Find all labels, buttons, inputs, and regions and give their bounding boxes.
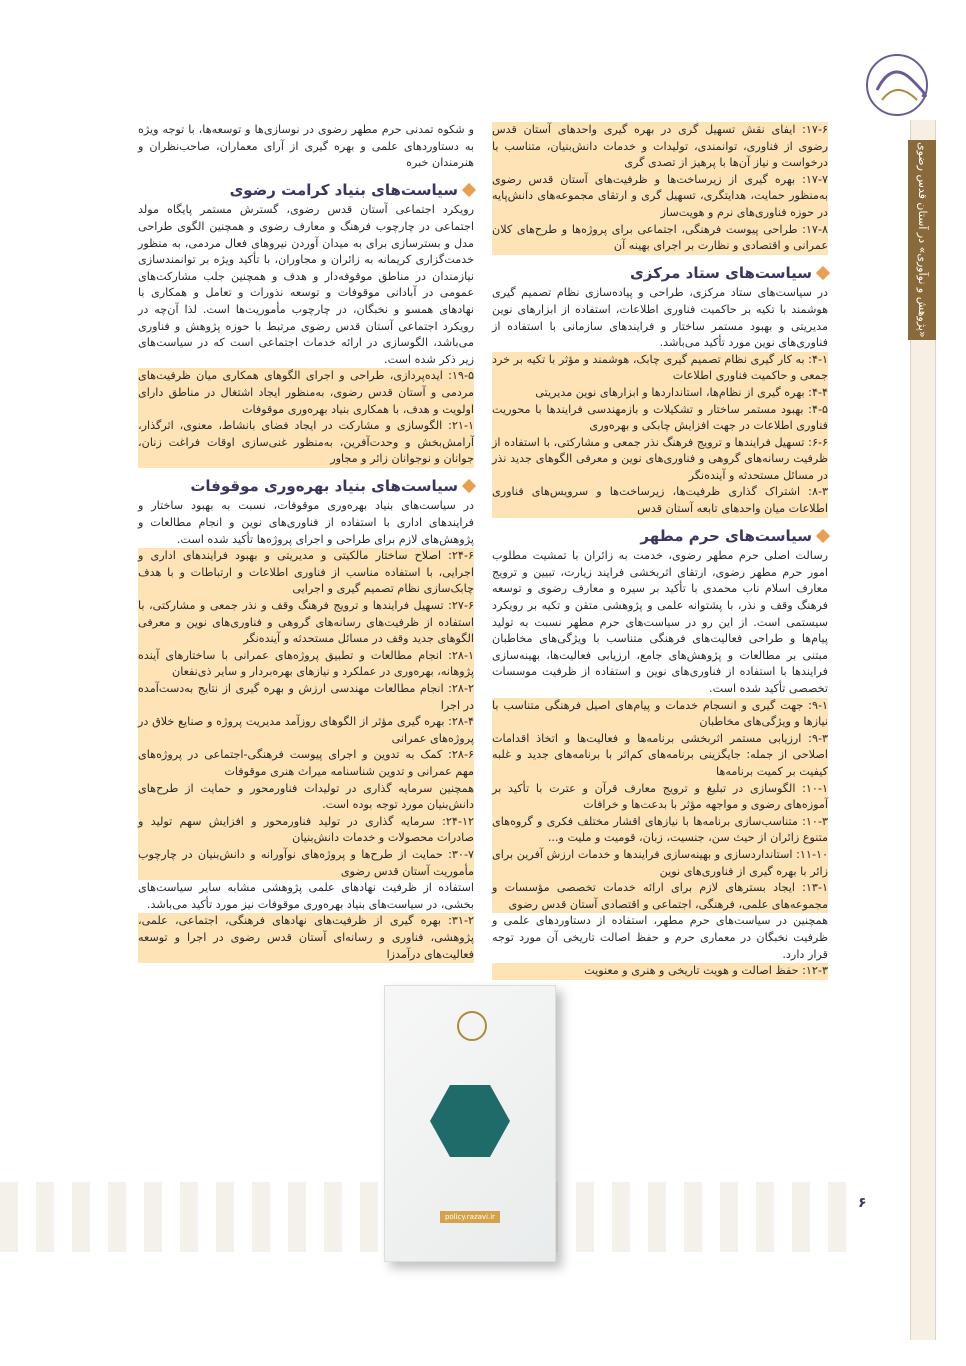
diamond-bullet-icon: [462, 183, 476, 197]
page-number: ۶: [858, 1195, 867, 1211]
list-item: ۶-۶: تسهیل فرایندها و ترویج فرهنگ نذر جمعی و مشارکتی، با استفاده از ظرفیت رسانه‌های گروهی و فناوری‌های نوین و معرفی الگوهای جدید نذر در مسائل مستحدثه و آینده‌نگر: [492, 435, 828, 485]
list-item: ۱۷-۷: بهره گیری از زیرساخت‌ها و ظرفیت‌های آستان قدس رضوی به‌منظور حمایت، هدایتگری، تسهیل گری و ارتقای مجموعه‌های دانش‌پایه در حوزه فناوری‌های نرم و هویت‌ساز: [492, 172, 828, 222]
diamond-bullet-icon: [816, 529, 830, 543]
crest-icon: [457, 1011, 487, 1041]
paragraph: همچنین در سیاست‌های حرم مطهر، استفاده از دستاوردهای علمی و ظرفیت نخبگان در معماری حرم و حفظ اصالت تاریخی آن مورد توجه قرار دارد.: [492, 914, 828, 961]
list-item: ۹-۳: ارزیابی مستمر اثربخشی برنامه‌ها و فعالیت‌ها و اتخاذ اقدامات اصلاحی از جمله: جایگزینی برنامه‌های کم‌اثر با برنامه‌های جدید و غلبه کیفیت بر کمیت برنامه‌ها: [492, 731, 828, 781]
list-item: ۱۲-۳: حفظ اصالت و هویت تاریخی و هنری و معنویت: [492, 963, 828, 980]
hexagon-emblem-icon: [430, 1081, 510, 1161]
list-item: ۱۰-۳: متناسب‌سازی برنامه‌ها با نیازهای اقشار مختلف فکری و گروه‌های متنوع زائران از حیث سن، جنسیت، زبان، قومیت و ملیت و...: [492, 814, 828, 847]
list-item: ۸-۳: اشتراک گذاری ظرفیت‌ها، زیرساخت‌ها و سرویس‌های فناوری اطلاعات میان واحدهای تابعه آستان قدس: [492, 484, 828, 517]
list-item: ۲۱-۱: الگوسازی و مشارکت در ایجاد فضای بانشاط، معنوی، اثرگذار، آرامش‌بخش و وحدت‌آفرین، به‌منظور غنی‌سازی اوقات فراغت زنان، جوانان و نوجوانان زائر و مجاور: [138, 418, 474, 468]
list-item: ۲۷-۶: تسهیل فرایندها و ترویج فرهنگ وقف و نذر جمعی و مشارکتی، با استفاده از ظرفیت‌های رسانه‌های گروهی و فناوری‌های نوین و معرفی الگوهای جدید وقف در مسائل مستحدثه و آینده‌نگر: [138, 598, 474, 648]
list-item: ۲۴-۶: اصلاح ساختار مالکیتی و مدیریتی و بهبود فرایندهای اداری و اجرایی، با استفاده مناسب از فناوری اطلاعات و ارتباطات و با هدف چابک‌سازی نظام تصمیم گیری و اجرایی: [138, 548, 474, 598]
list-item: ۳۱-۲: بهره گیری از ظرفیت‌های نهادهای فرهنگی، اجتماعی، علمی، پژوهشی، فناوری و رسانه‌ای آستان قدس رضوی در اجرا و توسعه فعالیت‌های درآمدزا: [138, 913, 474, 963]
sidebar-label: «پژوهش و نوآوری» در آستان قدس رضوی: [908, 140, 936, 340]
list-item: ۱۳-۱: ایجاد بسترهای لازم برای ارائه خدمات تخصصی مؤسسات و مجموعه‌های علمی، فرهنگی، اجتماعی و اقتصادی آستان قدس رضوی: [492, 880, 828, 913]
list-item: ۴-۴: بهره گیری از نظام‌ها، استانداردها و ابزارهای نوین مدیریتی: [492, 385, 828, 402]
list-item: ۲۴-۱۲: سرمایه گذاری در تولید فناورمحور و افزایش سهم تولید و صادرات محصولات و خدمات دانش‌بنیان: [138, 814, 474, 847]
left-column: [138, 122, 474, 963]
sidebar: [850, 0, 966, 1366]
list-item: ۴-۵: بهبود مستمر ساختار و تشکیلات و بازمهندسی فرایندها با محوریت فناوری اطلاعات در جهت افزایش چابکی و بهره‌وری: [492, 402, 828, 435]
list-item: ۲۸-۶: کمک به تدوین و اجرای پیوست فرهنگی-اجتماعی در پروژه‌های مهم عمرانی و تدوین شناسنامه میراث هنری موقوفات: [138, 747, 474, 780]
book-tag: policy.razavi.ir: [440, 1211, 500, 1223]
right-column: [492, 122, 828, 980]
list-item: ۱۱-۱۰: استانداردسازی و بهینه‌سازی فرایندها و خدمات ارزش آفرین برای زائر با بهره گیری از فناوری‌های نوین: [492, 847, 828, 880]
list-item: ۱۹-۵: ایده‌پردازی، طراحی و اجرای الگوهای همکاری میان ظرفیت‌های مردمی و آستان قدس رضوی، به‌منظور ایجاد اشتغال در مناطق دارای اولویت و هدف، با همکاری بنیاد بهره‌وری موقوفات: [138, 368, 474, 418]
list-item: ۱۰-۱: الگوسازی در تبلیغ و ترویج معارف قرآن و عترت با تأکید بر آموزه‌های رضوی و مواجهه مؤثر با بدعت‌ها و خرافات: [492, 781, 828, 814]
book-cover-image: [384, 985, 556, 1262]
paragraph: در سیاست‌های بنیاد بهره‌وری موقوفات، نسبت به بهبود ساختار و فرایندهای اداری با استفاده از فناوری‌های نوین و انجام مطالعات و پژوهش‌های لازم برای طراحی و اجرای پروژه‌ها تأکید شده است.: [138, 499, 474, 546]
list-item: ۱۷-۶: ایفای نقش تسهیل گری در بهره گیری واحدهای آستان قدس رضوی از فناوری، توانمندی، تولیدات و خدمات دانش‌بنیان، متناسب با درخواست و نیاز آن‌ها با پرهیز از تصدی گری: [492, 122, 828, 172]
paragraph: رسالت اصلی حرم مطهر رضوی، خدمت به زائران با تمشیت مطلوب امور حرم مطهر رضوی، ارتقای اثربخشی فرایند زیارت، تبیین و ترویج معارف اسلام ناب محمدی با تأکید بر سیره و معارف رضوی و توسعه فرهنگ وقف و نذر، با پشتوانه علمی و پژوهشی متقن و تکیه بر رویکرد سیستمی است. از این رو در سیاست‌های حرم مطهر نسبت به تولید پیام‌ها و طراحی فعالیت‌های فرهنگی متناسب با ویژگی‌های مخاطبان مبتنی بر مطالعات و پژوهش‌های جامع، ارزیابی فعالیت‌ها، بهینه‌سازی فرایندها با استفاده از فناوری‌های نوین و استفاده از ظرفیت موسسات تخصصی تأکید شده است.: [492, 549, 828, 695]
paragraph: رویکرد اجتماعی آستان قدس رضوی، گسترش مستمر پایگاه مولد اجتماعی در چارچوب فرهنگ و معارف رضوی و همچنین الگوی طراحی مدل و بسترسازی برای به میدان آوردن نیروهای فعال مردمی، به منظور خدمت‌گزاری کریمانه به زائران و مجاوران، با تأکید ویژه بر توانمندسازی نیازمندان در مناطق موقوفه‌دار و هدف و همچنین جلب مشارکت‌های عمومی در آبادانی موقوفات و توسعه نذورات و تعامل و همکاری با نهادهای همسو و نخبگان، در چارچوب مأموریت‌ها است. لذا آن‌چه در رویکرد اجتماعی آستان قدس رضوی مرتبط با حوزه پژوهش و فناوری می‌باشد، الگوسازی در ارائه خدمات اجتماعی است که در سیاست‌های زیر ذکر شده است.: [138, 203, 474, 366]
list-item: ۳۰-۷: حمایت از طرح‌ها و پروژه‌های نوآورانه و دانش‌بنیان در چارچوب مأموریت آستان قدس رضوی: [138, 847, 474, 880]
list-item: ۹-۱: جهت گیری و انسجام خدمات و پیام‌های اصیل فرهنگی متناسب با نیازها و ویژگی‌های مخاطبان: [492, 698, 828, 731]
section-heading: سیاست‌های حرم مطهر: [492, 528, 828, 545]
diamond-bullet-icon: [462, 479, 476, 493]
paragraph: در سیاست‌های ستاد مرکزی، طراحی و پیاده‌سازی نظام تصمیم گیری هوشمند با تکیه بر حاکمیت فناوری اطلاعات، استفاده از ابزارهای نوین مدیریتی و بهبود مستمر ساختار و فرایندهای سازمانی با استفاده از فناوری‌های نوین مورد تأکید می‌باشد.: [492, 286, 828, 350]
section-heading: سیاست‌های بنیاد بهره‌وری موقوفات: [138, 478, 474, 495]
paragraph: استفاده از ظرفیت نهادهای علمی پژوهشی مشابه سایر سیاست‌های بخشی، در سیاست‌های بنیاد بهره‌وری موقوفات نیز مورد تأکید می‌باشد.: [138, 881, 474, 911]
list-item: ۲۸-۱: انجام مطالعات و تطبیق پروژه‌های عمرانی با ساختارهای آینده پژوهانه، بهره‌وری در عملکرد و نیازهای بهره‌بردار و سایر ذی‌نفعان: [138, 648, 474, 681]
footer-blank: [0, 1260, 850, 1366]
list-item: ۲۸-۴: بهره گیری مؤثر از الگوهای روزآمد مدیریت پروژه و صنایع خلاق در پروژه‌های عمرانی: [138, 714, 474, 747]
section-heading: سیاست‌های ستاد مرکزی: [492, 265, 828, 282]
paragraph: و شکوه تمدنی حرم مطهر رضوی در نوسازی‌ها و توسعه‌ها، با توجه ویژه به دستاوردهای علمی و بهره گیری از آرای معماران، صاحب‌نظران و هنرمندان خبره: [138, 123, 474, 170]
list-item: ۲۸-۲: انجام مطالعات مهندسی ارزش و بهره گیری از نتایج به‌دست‌آمده در اجرا: [138, 681, 474, 714]
section-heading: سیاست‌های بنیاد کرامت رضوی: [138, 182, 474, 199]
logo-calligraphy-icon: [862, 50, 932, 120]
list-item: همچنین سرمایه گذاری در تولیدات فناورمحور و حمایت از طرح‌های دانش‌بنیان مورد توجه بوده است.: [138, 781, 474, 814]
list-item: ۱۷-۸: طراحی پیوست فرهنگی، اجتماعی برای پروژه‌ها و طرح‌های کلان عمرانی و اقتصادی و نظارت بر اجرای بهینه آن: [492, 222, 828, 255]
list-item: ۴-۱: به کار گیری نظام تصمیم گیری چابک، هوشمند و مؤثر با تکیه بر خرد جمعی و حاکمیت فناوری اطلاعات: [492, 352, 828, 385]
diamond-bullet-icon: [816, 266, 830, 280]
